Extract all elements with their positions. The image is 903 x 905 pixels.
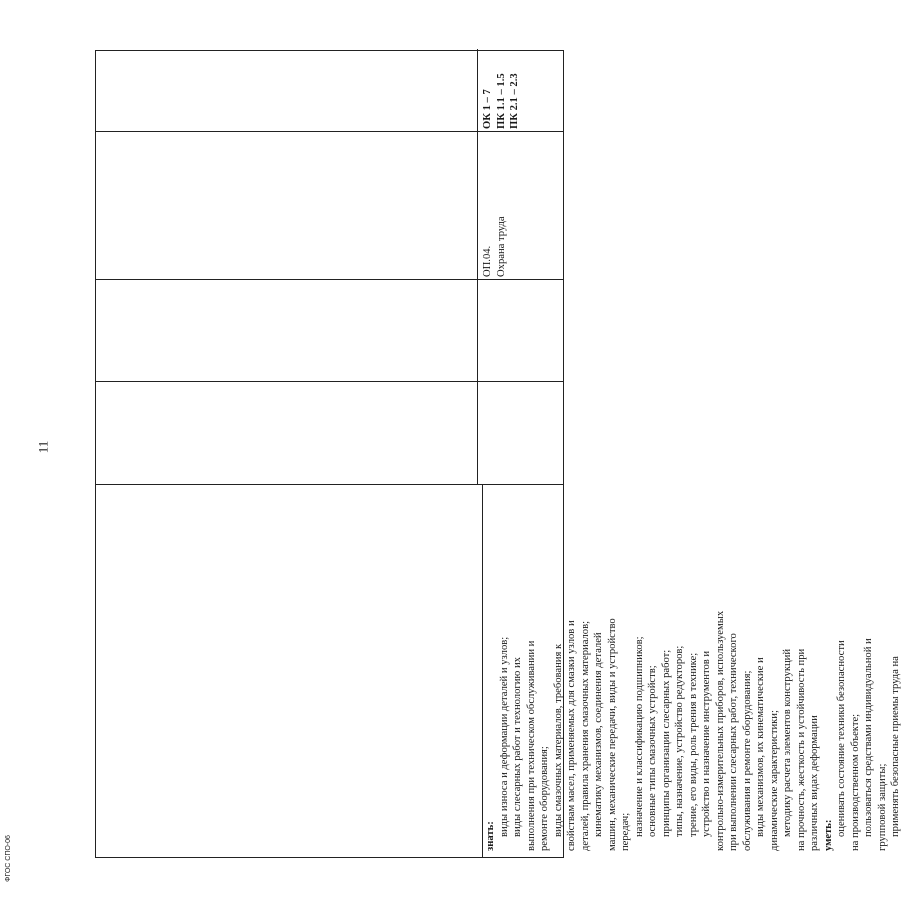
- competency-ok: ОК 1 – 7: [482, 89, 493, 129]
- text-line: свойствам масел, применяемых для смазки узлов и: [566, 620, 577, 851]
- text-line: основные типы смазочных устройств;: [647, 665, 658, 837]
- text-line: трение, его виды, роль трения в технике;: [687, 652, 699, 837]
- text-line: пользоваться средствами индивидуальной и: [863, 638, 874, 837]
- text-line: на прочность, жесткость и устойчивость при: [795, 648, 807, 851]
- competency-pk1: ПК 1.1 – 1.5: [495, 73, 507, 129]
- text-line: виды механизмов, их кинематические и: [755, 657, 766, 837]
- discipline-cell: [481, 137, 508, 277]
- text-line: оценивать состояние техники безопасности: [836, 640, 847, 837]
- text-line: различных видах деформации: [809, 715, 820, 851]
- text-line: на производственном объекте;: [849, 713, 861, 851]
- text-line: динамические характеристики;: [768, 710, 780, 851]
- text-line: передач;: [620, 812, 631, 851]
- competency-pk2: ПК 2.1 – 2.3: [509, 73, 520, 129]
- standards-table: [95, 50, 901, 858]
- text-line: методику расчета элементов конструкций: [782, 648, 793, 837]
- text-line: назначение и классификацию подшипников;: [633, 636, 645, 837]
- row-divider-first-col: [482, 485, 483, 857]
- text-line: выполнения при техническом обслуживании и: [525, 640, 537, 851]
- row-divider: [477, 49, 478, 485]
- text-line: устройство и назначение инструментов и: [701, 650, 712, 837]
- znat-heading: знать:: [485, 821, 496, 851]
- text-line: применять безопасные приемы труда на: [890, 656, 901, 837]
- text-line: машин, механические передачи, виды и устройство: [606, 618, 618, 851]
- competencies-cell: [481, 53, 522, 129]
- text-line: принципы организации слесарных работ;: [660, 649, 672, 837]
- discipline-name: Охрана труда: [495, 216, 507, 277]
- column-divider: [96, 381, 563, 382]
- text-line: кинематику механизмов, соединения деталей: [593, 632, 604, 837]
- page-number: 11: [35, 440, 51, 454]
- text-line: типы, назначение, устройство редукторов;: [674, 645, 685, 837]
- text-line: деталей, правила хранения смазочных материалов;: [579, 620, 591, 851]
- text-line: ремонте оборудования;: [539, 746, 550, 851]
- discipline-code: ОП.04.: [482, 245, 493, 277]
- column-divider: [96, 279, 563, 280]
- znat-list: [498, 489, 822, 851]
- text-line: виды износа и деформации деталей и узлов;: [498, 636, 510, 837]
- umet-heading: уметь:: [822, 819, 834, 851]
- text-line: обслуживания и ремонте оборудования;: [741, 670, 753, 851]
- main-text-cell: [484, 489, 903, 851]
- footer-code: ФГОС СПО-06: [4, 835, 12, 882]
- text-line: групповой защиты;: [876, 763, 888, 851]
- text-line: виды смазочных материалов, требования к: [552, 643, 564, 837]
- text-line: при выполнении слесарных работ, технического: [728, 633, 739, 851]
- column-divider: [96, 131, 563, 132]
- column-divider: [96, 484, 563, 485]
- text-line: виды слесарных работ и технологию их: [512, 657, 523, 837]
- landscape-page: [95, 48, 901, 858]
- text-line: контрольно-измерительных приборов, используемых: [714, 610, 726, 851]
- umet-list: [835, 489, 903, 851]
